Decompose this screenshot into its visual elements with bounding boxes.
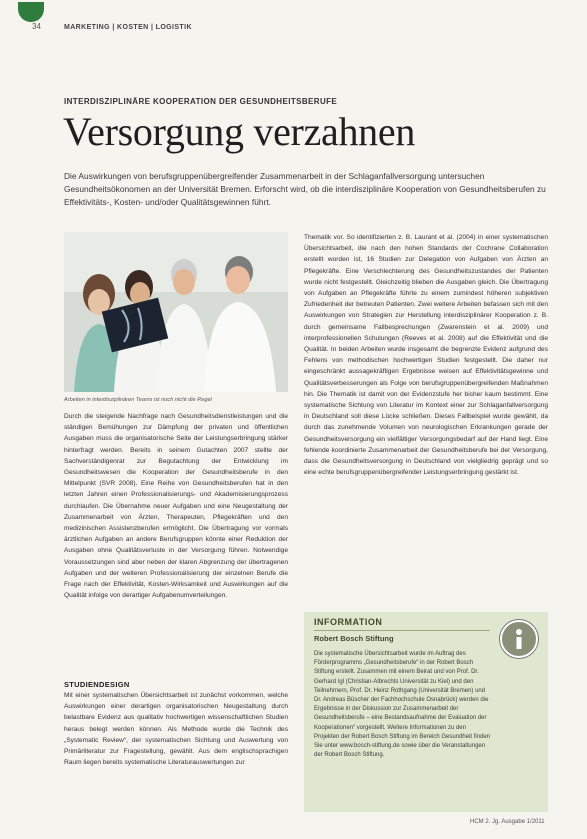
page-footer: HCM 2. Jg. Ausgabe 1/2011	[470, 819, 545, 825]
infobox-title: INFORMATION	[314, 617, 383, 627]
team-photo	[64, 232, 288, 392]
info-icon	[500, 620, 538, 658]
body-paragraph: Mit einer systematischen Übersichtsarbeit ist zunächst vorkommen, welche Auswirkungen einer derartigen organisatorischen Neugestaltung durch belastbare Evidenz aus qualitativ hochwertigen wissenschaftlichen Studien heraus belegt werden können. Als Methode wurde die Technik des „Systematic Review“, der systematischen Sichtung und Auswertung von Primärliteratur zur Fragestellung, gewählt. Aus dem englischsprachigen Raum liegen bereits systematische Literaturauswertungen zur	[64, 692, 288, 767]
infobox-text: Die systematische Übersichtsarbeit wurde im Auftrag des Förderprogramms „Gesundheitsberufe“ in der Robert Bosch Stiftung erstellt. Zusammen mit einem Beirat und von Prof. Dr. Gerhard Igl (Christian-Albrechts Universität zu Kiel) und den Teilnehmern, Prof. Dr. Heinz Rothgang (Universität Bremen) und Dr. Andreas Büscher der Fachhochschule Osnabrück) werden die Ergebnisse in der Diskussion zur Zusammenarbeit der Gesundheitsberufe – eine Bestandsaufnahme der Evaluation der Kooperationen“ vorgestellt. Weitere Informationen zu den Projekten der Robert Bosch Stiftung im Bereich Gesundheit finden Sie unter www.bosch-stiftung.de sowie über die Veranstaltungen der Robert Bosch Stiftung.	[314, 651, 491, 759]
info-box	[304, 612, 548, 812]
page-number: 34	[32, 22, 41, 31]
body-column-left	[64, 411, 288, 601]
body-paragraph: Durch die steigende Nachfrage nach Gesundheitsdienstleistungen und die ständigen Bemühungen zur Dämpfung der privaten und öffentlichen Ausgaben muss die organisatorische Seite der Leistungserbringung stärker hinterfragt werden. Bereits in seinem Gutachten 2007 stellte der Sachverständigenrat zur Begutachtung der Entwicklung im Gesundheitswesen die Kooperation der Gesundheitsberufe in den Mittelpunkt (SVR 2008). Eine Reihe von Gesundheitsberufen hat in den letzten Jahren einen Professionalisierungs- und Akademisierungsprozess durchlaufen. Die Übernahme neuer Aufgaben und eine Neugestaltung der Zusammenarbeit von Ärzten, Therapeuten, Pflegekräften und den medizinischen Assistenzberufen ermöglicht. Die Übertragung vor vormals ärztlichen Aufgaben an andere Berufsgruppen könnte einer Reduktion der Ausgaben ohne Qualitätsverluste in der Versorgung führen. Notwendige Voraussetzungen sind aber neben der klaren Abgrenzung der übertragenen Aufgaben und der weiteren Professionalisierung der einzelnen Berufe die Frage nach der Effektivität, Kosten-Wirksamkeit und Auswirkungen auf die Qualität infolge von derartiger Aufgabenumverteilungen.	[64, 413, 288, 600]
photo-caption: Arbeiten in interdisziplinären Teams ist noch nicht die Regel	[64, 397, 212, 403]
study-design-text	[64, 690, 288, 768]
article-lead: Die Auswirkungen von berufsgruppenübergreifender Zusammenarbeit in der Schlaganfallversorgung untersuchen Gesundheitsökonomen an der Universität Bremen. Erforscht wird, ob die interdisziplinäre Kooperation von Gesundheitsberufen zu Effektivitäts-, Kosten- und/oder Qualitätsgewinnen führt.	[64, 171, 546, 207]
article-kicker: INTERDISZIPLINÄRE KOOPERATION DER GESUNDHEITSBERUFE	[64, 97, 338, 106]
article-title: Versorgung verzahnen	[63, 109, 416, 154]
section-subhead: STUDIENDESIGN	[64, 680, 130, 689]
infobox-subtitle: Robert Bosch Stiftung	[314, 634, 394, 643]
body-paragraph: Thematik vor. So identifizierten z. B. Laurant et al. (2004) in einer systematischen Übersichtsarbeit, die nach den hohen Standards der Cochrane Collaboration erstellt worden ist, 16 Studien zur Delegation von Aufgaben von Ärzten an Pflegekräfte. Eine Verschlechterung des Gesundheitszustandes der Patienten wurde nicht festgestellt. Gleichzeitig blieben die Ausgaben gleich. Die Übertragung von Aufgaben an Pflegekräfte führte zu einem zumindest höheren subjektiven Zufriedenheit der betreuten Patienten. Zwei weitere Arbeiten befassen sich mit den Auswirkungen von Strategien zur Herstellung interdisziplinärer Kooperation z. B. durch gemeinsame Fallbesprechungen (Zwarenstein et al. 2009) und interprofessionellen Schulungen (Reeves et al. 2008) auf die Effektivität und die Qualität. In beiden Arbeiten wurde insgesamt die begrenzte Evidenz aufgrund des Fehlens von methodischen hochwertigen Studien festgestellt. Die daher nur eingeschränkt aussagekräftigen Ergebnisse weisen auf Effektivitätsgewinne und Qualitätsverbesserungen als Folge von berufsgruppenübergreifenden Maßnahmen hin. Die Thematik ist damit von der Evidenzstufe her bisher kaum bestimmt. Eine systematische Sichtung von Literatur im Kontext einer zur Schlaganfallversorgung in Deutschland soll diese Lücke schließen. Dieses Fallbeispiel wurde gewählt, da durch das zunehmende Volumen von neurologischen Erkrankungen gerade der Gesundheitsversorgung ein vielfältiger Versorgungsbedarf auf der Hand liegt. Eine fehlende koordinierte Zusammenarbeit der Gesundheitsberufe bei der Versorgung, dass die Gesundheitsversorgung in Deutschland von vielgliedrig geprägt und so eine echte berufsgruppenübergreifender Leistungserbringung gestärkt ist.	[304, 234, 548, 477]
page-marker	[18, 2, 44, 22]
section-header: MARKETING | KOSTEN | LOGISTIK	[64, 24, 192, 31]
infobox-divider	[314, 630, 490, 631]
body-column-right	[304, 232, 548, 478]
